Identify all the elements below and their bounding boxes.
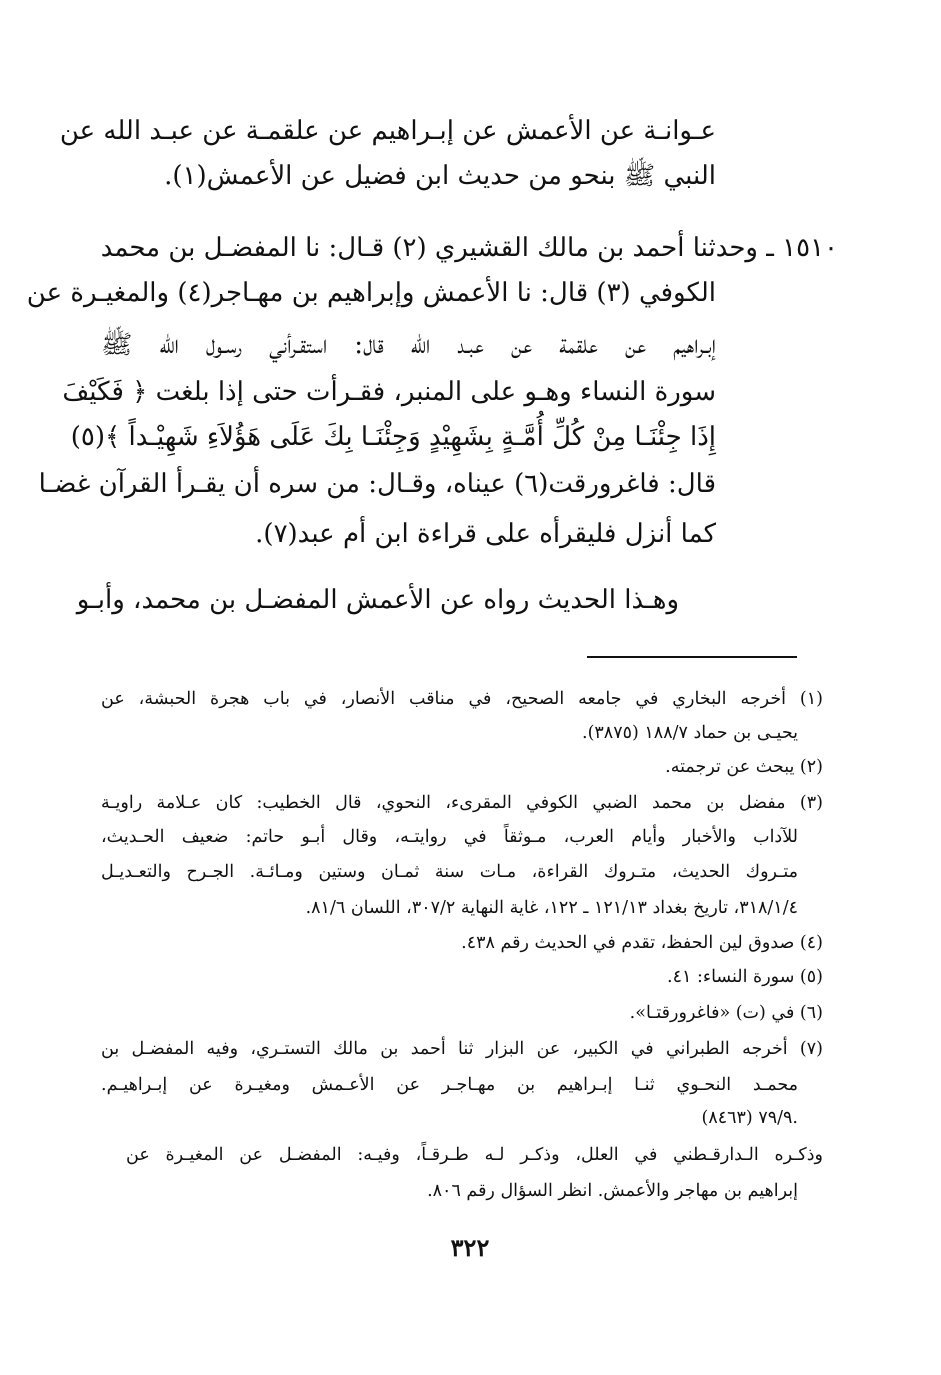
footnote-line: محمـد النحـوي ثنـا إبـراهيم بن مهـاجـر عن الأعـمش ومغيـرة عن إبـراهيـم.: [101, 1075, 798, 1095]
main-text-line: النبي ﷺ بنحو من حديث ابن فضيل عن الأعمش(١).: [164, 161, 716, 191]
footnote-line: (٧) أخرجه الطبراني في الكبير، عن البزار ثنا أحمد بن مالك التستـري، وفيه المفضـل بن: [101, 1039, 823, 1059]
main-text-line: سورة النساء وهـو على المنبر، فقـرأت حتى إذا بلغت ﴿ فَكَيْفَ: [62, 377, 716, 407]
footnote-line: متـروك الحديث، متـروك القراءة، مـات سنة ثمـان وستين ومـائـة. الجـرح والتعـديـل: [101, 862, 798, 882]
footnote-line: (٢) يبحث عن ترجمته.: [665, 757, 823, 777]
footnote-line: (٦) في (ت) «فاغرورقتـا».: [629, 1003, 823, 1023]
page-number: ٣٢٢: [450, 1233, 490, 1262]
footnote-line: ٣١٨/١/٤، تاريخ بغداد ١٢١/١٣ ـ ١٢٢، غاية النهاية ٣٠٧/٢، اللسان ٨١/٦.: [305, 898, 798, 918]
main-text-line: وهـذا الحديث رواه عن الأعمش المفضـل بن محمد، وأبـو: [76, 585, 679, 615]
main-text-line: الكوفي (٣) قال: نا الأعمش وإبراهيم بن مهـاجر(٤) والمغيـرة عن: [26, 278, 716, 308]
footnote-line: (٥) سورة النساء: ٤١.: [666, 967, 823, 987]
main-text-line: كما أنزل فليقرأه على قراءة ابن أم عبد(٧).: [255, 519, 716, 549]
footnote-line: ٧٩/٩ (٨٤٦٣).: [701, 1108, 798, 1128]
footnote-line: يحيـى بن حماد ١٨٨/٧ (٣٨٧٥).: [582, 723, 798, 743]
main-text-line: قال: فاغرورقت(٦) عيناه، وقـال: من سره أن يقـرأ القرآن غضـا: [38, 469, 716, 499]
footnote-line: (١) أخرجه البخاري في جامعه الصحيح، في مناقب الأنصار، في باب هجرة الحبشة، عن: [101, 689, 823, 709]
footnote-line: إبراهيم بن مهاجر والأعمش. انظر السؤال رقم ٨٠٦.: [427, 1181, 798, 1201]
quran-verse-line: إِذَا جِئْنَـا مِنْ كُلِّ أُمَّـةٍ بِشَهِيْدٍ وَجِئْنَـا بِكَ عَلَى هَؤُلاَءِ شَهِيْـداً ﴾(٥): [70, 422, 716, 452]
main-text-line: عـوانـة عن الأعمش عن إبـراهيم عن علقمـة عن عبـد الله عن: [59, 116, 716, 146]
footnote-line: وذكـره الـدارقـطني في العلل، وذكـر لـه طـرقـاً، وفيـه: المفضـل عن المغيـرة عن: [126, 1145, 823, 1165]
main-text-line: إبـراهيم عن علقمة عن عبـد الله قال: استقـرأني رسـول الله ﷺ: [101, 330, 716, 360]
hadith-heading-line: ١٥١٠ ـ وحدثنا أحمد بن مالك القشيري (٢) قـال: نا المفضـل بن محمد: [100, 233, 838, 263]
footnote-line: (٤) صدوق لين الحفظ، تقدم في الحديث رقم ٤٣٨.: [461, 933, 823, 953]
footnote-separator: [587, 656, 797, 658]
footnote-line: (٣) مفضل بن محمد الضبي الكوفي المقرىء، النحوي، قال الخطيب: كان عـلامة راويـة: [101, 793, 823, 813]
footnote-line: للآداب والأخبار وأيام العرب، مـوثقاً في روايتـه، وقال أبـو حاتم: ضعيف الحـديث،: [101, 827, 798, 847]
